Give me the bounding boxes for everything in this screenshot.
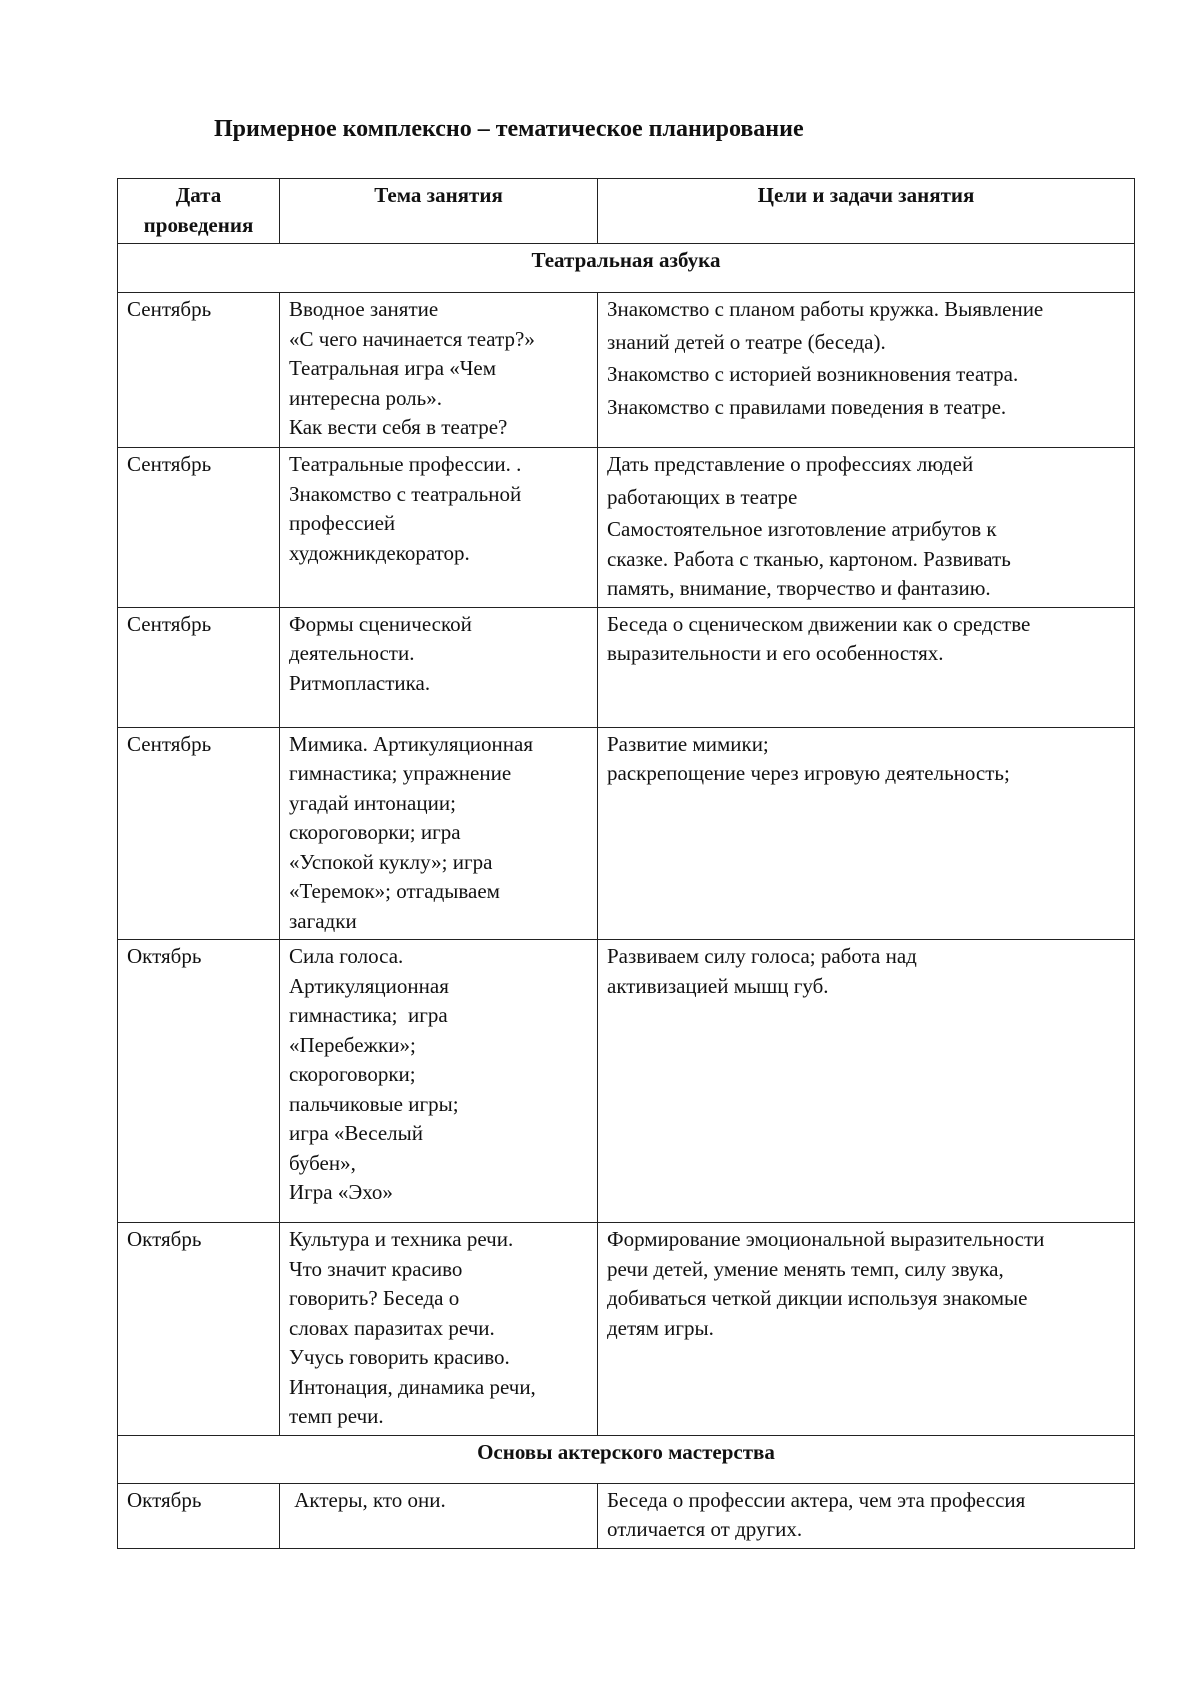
topic-line: загадки xyxy=(289,908,357,933)
table-row xyxy=(118,727,1135,940)
topic-line: интересна роль». xyxy=(289,385,442,410)
topic-line: Артикуляционная xyxy=(289,973,449,998)
date-cell: Сентябрь xyxy=(118,607,280,727)
topic-line: говорить? Беседа о xyxy=(289,1286,460,1310)
goals-line: выразительности и его особенностях. xyxy=(607,641,944,665)
topic-line: гимнастика; игра xyxy=(289,1003,448,1027)
goals-line: знаний детей о театре (беседа). xyxy=(607,329,886,354)
section-title: Театральная азбука xyxy=(118,244,1135,293)
goals-line: Знакомство с правилами поведения в театре. xyxy=(607,394,1007,419)
topic-line: Как вести себя в театре? xyxy=(289,415,508,439)
date-cell: Октябрь xyxy=(118,1483,280,1548)
goals-cell xyxy=(598,448,1135,608)
topic-line: «С чего начинается театр?» xyxy=(289,326,535,351)
topic-line: Формы сценической xyxy=(289,611,472,636)
goals-line: Беседа о профессии актера, чем эта профессия xyxy=(607,1487,1026,1512)
goals-line: Дать представление о профессиях людей xyxy=(607,452,974,476)
section-row xyxy=(118,1435,1135,1483)
goals-cell xyxy=(598,727,1135,940)
goals-cell xyxy=(598,940,1135,1223)
table-row xyxy=(118,607,1135,727)
goals-cell xyxy=(598,1223,1135,1436)
header-date-line: проведения xyxy=(143,212,254,237)
topic-line: Культура и техника речи. xyxy=(289,1227,514,1251)
goals-line: Самостоятельное изготовление атрибутов к xyxy=(607,517,997,541)
topic-cell xyxy=(280,727,598,940)
topic-cell xyxy=(280,1483,598,1548)
document-title: Примерное комплексно – тематическое планирование xyxy=(214,116,804,142)
date-cell: Октябрь xyxy=(118,1223,280,1436)
topic-line: скороговорки; xyxy=(289,1062,416,1086)
topic-line: угадай интонации; xyxy=(289,790,456,815)
header-date-line: Дата xyxy=(175,183,222,207)
topic-line: Что значит красиво xyxy=(289,1256,463,1281)
topic-line: Вводное занятие xyxy=(289,297,439,321)
topic-line: скороговорки; игра xyxy=(289,820,461,844)
topic-line: Игра «Эхо» xyxy=(289,1180,393,1204)
topic-line: пальчиковые игры; xyxy=(289,1091,459,1116)
topic-line: Учусь говорить красиво. xyxy=(289,1345,510,1369)
topic-line: бубен», xyxy=(289,1150,356,1175)
goals-line: память, внимание, творчество и фантазию. xyxy=(607,576,991,600)
header-goals: Цели и задачи занятия xyxy=(598,179,1135,244)
topic-line: темп речи. xyxy=(289,1404,384,1428)
goals-line: Беседа о сценическом движении как о средстве xyxy=(607,611,1031,636)
topic-line: гимнастика; упражнение xyxy=(289,761,512,785)
goals-line: Знакомство с историей возникновения театра. xyxy=(607,362,1019,386)
topic-line: Ритмопластика. xyxy=(289,670,431,695)
topic-line: Актеры, кто они. xyxy=(289,1487,446,1512)
section-row xyxy=(118,244,1135,293)
topic-line: Театральные профессии. . xyxy=(289,452,522,476)
table-header-row xyxy=(118,179,1135,244)
topic-line: Театральная игра «Чем xyxy=(289,356,497,380)
table-row xyxy=(118,448,1135,608)
planning-table xyxy=(117,178,1135,1549)
goals-line: активизацией мышц губ. xyxy=(607,973,829,998)
table-row xyxy=(118,940,1135,1223)
table-row xyxy=(118,1483,1135,1548)
header-topic: Тема занятия xyxy=(280,179,598,244)
topic-cell xyxy=(280,448,598,608)
topic-line: «Успокой куклу»; игра xyxy=(289,849,493,874)
topic-line: Мимика. Артикуляционная xyxy=(289,731,534,756)
goals-line: детям игры. xyxy=(607,1315,714,1340)
goals-cell xyxy=(598,607,1135,727)
goals-cell xyxy=(598,1483,1135,1548)
topic-line: игра «Веселый xyxy=(289,1121,423,1145)
goals-line: речи детей, умение менять темп, силу звука, xyxy=(607,1256,1004,1281)
goals-line: добиваться четкой дикции используя знакомые xyxy=(607,1286,1028,1310)
topic-line: художникдекоратор. xyxy=(289,540,470,565)
topic-cell xyxy=(280,293,598,448)
section-title: Основы актерского мастерства xyxy=(118,1435,1135,1483)
topic-line: деятельности. xyxy=(289,641,415,665)
goals-line: сказке. Работа с тканью, картоном. Развивать xyxy=(607,546,1011,571)
topic-line: «Теремок»; отгадываем xyxy=(289,879,500,903)
topic-line: Интонация, динамика речи, xyxy=(289,1374,536,1399)
topic-line: профессией xyxy=(289,511,396,535)
topic-line: Знакомство с театральной xyxy=(289,481,522,506)
goals-line: Знакомство с планом работы кружка. Выявление xyxy=(607,297,1044,321)
date-cell: Сентябрь xyxy=(118,727,280,940)
topic-cell xyxy=(280,1223,598,1436)
topic-line: словах паразитах речи. xyxy=(289,1315,495,1340)
goals-line: Формирование эмоциональной выразительности xyxy=(607,1227,1045,1251)
goals-line: Развиваем силу голоса; работа над xyxy=(607,944,917,968)
topic-cell xyxy=(280,607,598,727)
table-row xyxy=(118,1223,1135,1436)
goals-line: Развитие мимики; xyxy=(607,731,769,756)
date-cell: Сентябрь xyxy=(118,448,280,608)
goals-line: работающих в театре xyxy=(607,484,798,509)
table-row xyxy=(118,293,1135,448)
header-date xyxy=(118,179,280,244)
topic-cell xyxy=(280,940,598,1223)
topic-line: Сила голоса. xyxy=(289,944,404,968)
date-cell: Сентябрь xyxy=(118,293,280,448)
goals-line: раскрепощение через игровую деятельность; xyxy=(607,761,1010,785)
topic-line: «Перебежки»; xyxy=(289,1032,416,1057)
goals-cell xyxy=(598,293,1135,448)
date-cell: Октябрь xyxy=(118,940,280,1223)
goals-line: отличается от других. xyxy=(607,1517,803,1541)
